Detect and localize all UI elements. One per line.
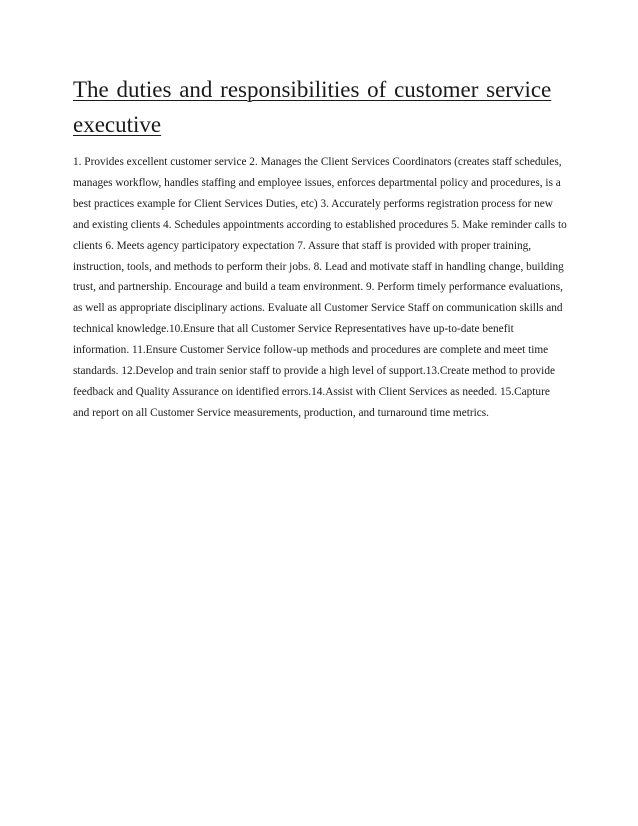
document-title: The duties and responsibilities of customer service executive xyxy=(73,77,552,137)
document-body: 1. Provides excellent customer service 2. Manages the Client Services Coordinators (creates staff schedules, manages workflow, handles staffing and employee issues, enforces departmental policy and procedures, is a best practices example for Client Services Duties, etc) 3. Accurately performs registration process for new and existing clients 4. Schedules appointments according to established procedures 5. Make reminder calls to clients 6. Meets agency participatory expectation 7. Assure that staff is provided with proper training, instruction, tools, and methods to perform their jobs. 8. Lead and motivate staff in handling change, building trust, and partnership. Encourage and build a team environment. 9. Perform timely performance evaluations, as well as appropriate disciplinary actions. Evaluate all Customer Service Staff on communication skills and technical knowledge.10.Ensure that all Customer Service Representatives have up-to-date benefit information. 11.Ensure Customer Service follow-up methods and procedures are complete and meet time standards. 12.Develop and train senior staff to provide a high level of support.13.Create method to provide feedback and Quality Assurance on identified errors.14.Assist with Client Services as needed. 15.Capture and report on all Customer Service measurements, production, and turnaround time metrics. xyxy=(73,156,567,419)
